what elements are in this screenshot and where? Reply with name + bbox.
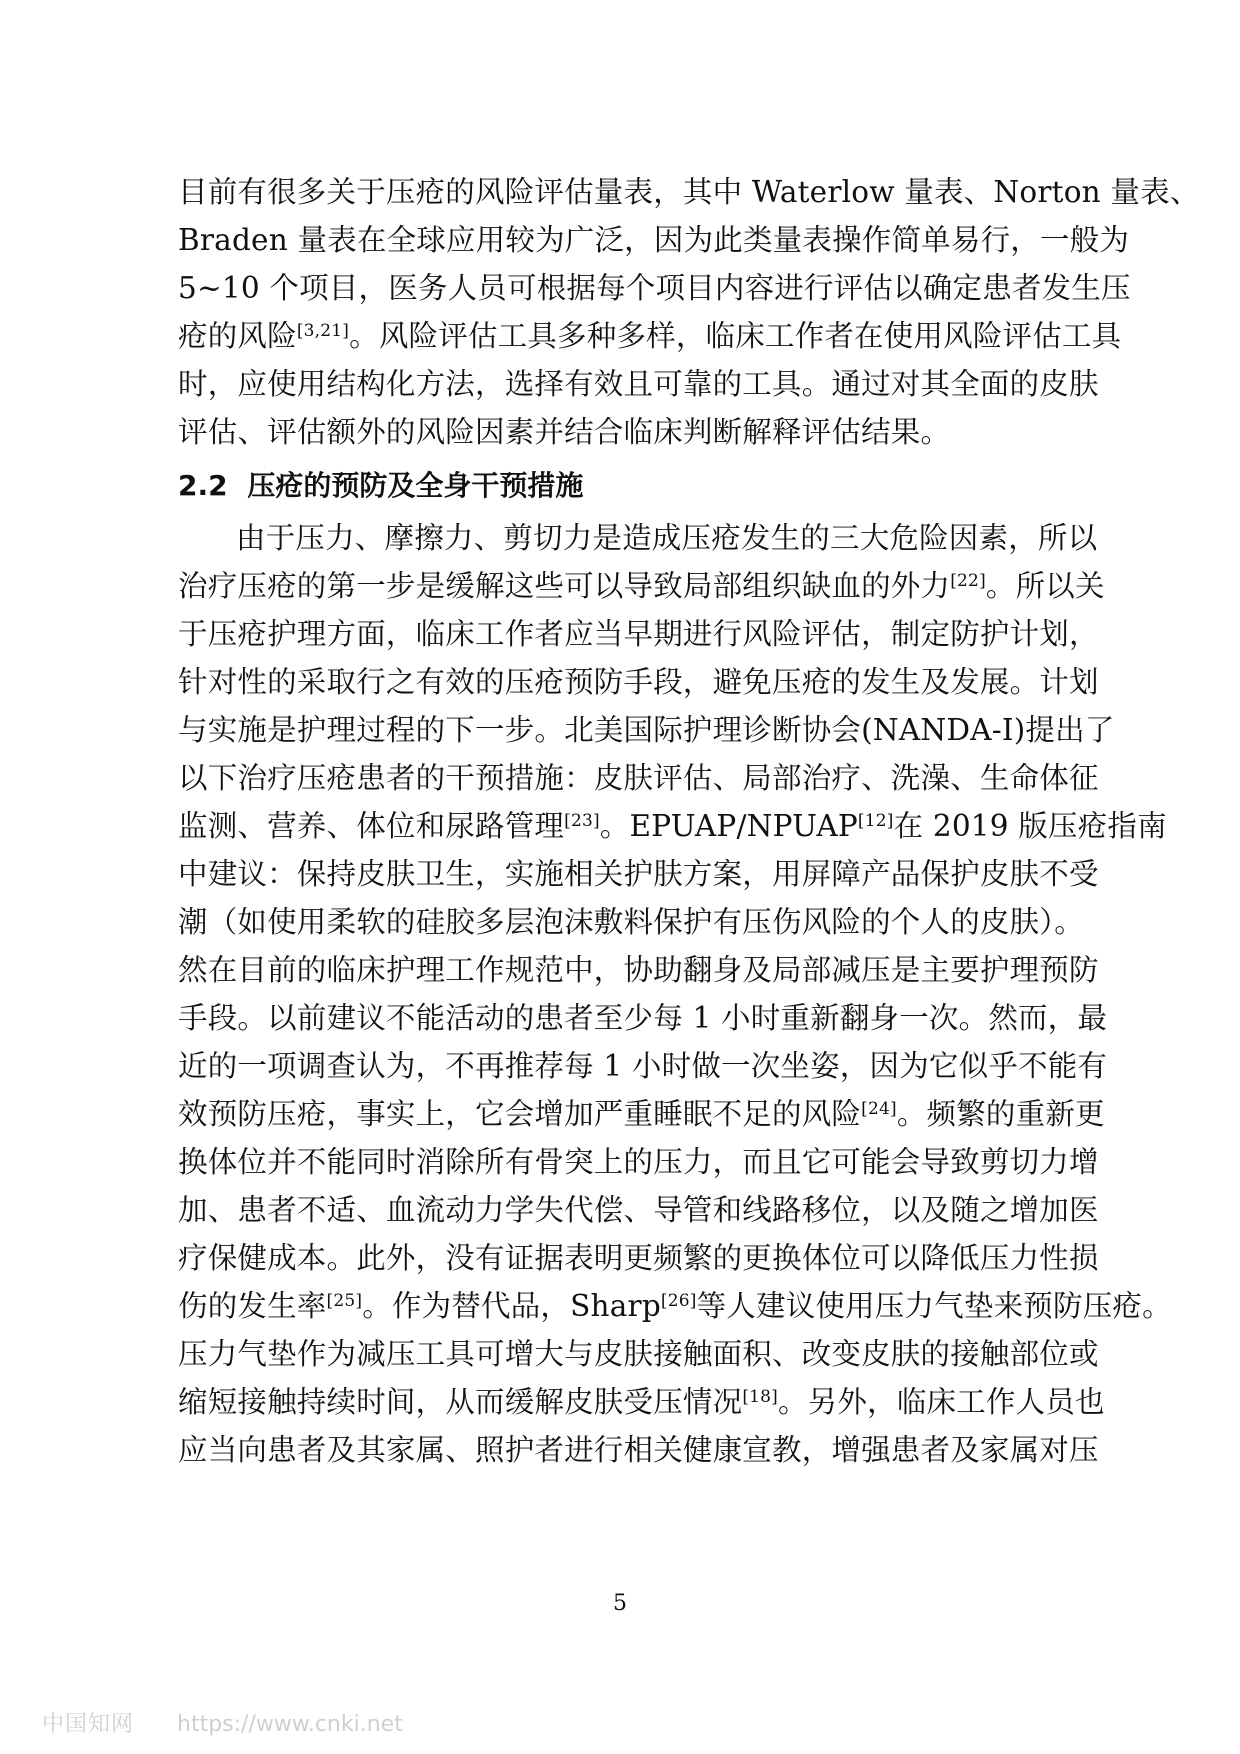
paragraph-2-line-20: 应当向患者及其家属、照护者进行相关健康宣教，增强患者及家属对压 [178, 1433, 1099, 1467]
text-fragment: 监测、营养、体位和尿路管理 [178, 809, 565, 843]
paragraph-1-line-3: 5~10 个项目，医务人员可根据每个项目内容进行评估以确定患者发生压 [178, 271, 1131, 305]
watermark-url[interactable]: https://www.cnki.net [177, 1712, 403, 1737]
text-fragment: 治疗压疮的第一步是缓解这些可以导致局部组织缺血的外力 [178, 569, 951, 603]
paragraph-2-line-16: 疗保健成本。此外，没有证据表明更频繁的更换体位可以降低压力性损 [178, 1241, 1099, 1275]
paragraph-2-line-12: 近的一项调查认为，不再推荐每 1 小时做一次坐姿，因为它似乎不能有 [178, 1049, 1108, 1083]
paragraph-1-line-4 [178, 316, 1122, 356]
citation-ref: [3,21] [296, 321, 350, 341]
page-number: 5 [613, 1591, 627, 1616]
citation-ref: [24] [861, 1099, 897, 1119]
text-fragment: 。风险评估工具多种多样，临床工作者在使用风险评估工具 [349, 319, 1122, 353]
section-title: 压疮的预防及全身干预措施 [247, 469, 584, 502]
paragraph-2-line-17 [178, 1286, 1172, 1326]
paragraph-2-line-18: 压力气垫作为减压工具可增大与皮肤接触面积、改变皮肤的接触部位或 [178, 1337, 1099, 1371]
paragraph-2-line-10: 然在目前的临床护理工作规范中，协助翻身及局部减压是主要护理预防 [178, 953, 1099, 987]
paragraph-2-line-3: 于压疮护理方面，临床工作者应当早期进行风险评估，制定防护计划， [178, 617, 1099, 651]
paragraph-2-line-1: 由于压力、摩擦力、剪切力是造成压疮发生的三大危险因素，所以 [236, 521, 1098, 555]
citation-ref: [22] [950, 571, 986, 591]
citation-ref: [26] [660, 1291, 697, 1311]
text-fragment: 。频繁的重新更 [896, 1097, 1105, 1131]
citation-ref: [18] [742, 1387, 779, 1407]
paragraph-2-line-15: 加、患者不适、血流动力学失代偿、导管和线路移位，以及随之增加医 [178, 1193, 1099, 1227]
citation-ref: [25] [326, 1291, 363, 1311]
paragraph-2-line-13 [178, 1094, 1105, 1134]
paragraph-2-line-5: 与实施是护理过程的下一步。北美国际护理诊断协会(NANDA-I)提出了 [178, 713, 1115, 747]
text-fragment: 缩短接触持续时间，从而缓解皮肤受压情况 [178, 1385, 743, 1419]
citation-ref: [23] [564, 811, 600, 831]
text-fragment: 在 2019 版压疮指南 [893, 809, 1167, 843]
paragraph-1-line-1: 目前有很多关于压疮的风险评估量表，其中 Waterlow 量表、Norton 量表、 [178, 175, 1200, 209]
cnki-watermark [42, 1707, 403, 1738]
text-fragment: 。作为替代品，Sharp [362, 1289, 661, 1323]
text-fragment: 。EPUAP/NPUAP [599, 809, 858, 843]
text-fragment: 等人建议使用压力气垫来预防压疮。 [696, 1289, 1172, 1323]
paragraph-2-line-4: 针对性的采取行之有效的压疮预防手段，避免压疮的发生及发展。计划 [178, 665, 1099, 699]
paragraph-1-line-6: 评估、评估额外的风险因素并结合临床判断解释评估结果。 [178, 415, 951, 449]
paragraph-1-line-2: Braden 量表在全球应用较为广泛，因为此类量表操作简单易行，一般为 [178, 223, 1130, 257]
paragraph-2-line-6: 以下治疗压疮患者的干预措施：皮肤评估、局部治疗、洗澡、生命体征 [178, 761, 1099, 795]
paragraph-2-line-14: 换体位并不能同时消除所有骨突上的压力，而且它可能会导致剪切力增 [178, 1145, 1099, 1179]
text-fragment: 效预防压疮，事实上，它会增加严重睡眠不足的风险 [178, 1097, 862, 1131]
text-fragment: 疮的风险 [178, 319, 297, 353]
section-number: 2.2 [178, 469, 228, 502]
section-heading [178, 466, 583, 506]
watermark-logo: 中国知网 [42, 1712, 135, 1737]
paragraph-2-line-7 [178, 806, 1167, 846]
paragraph-2-line-8: 中建议：保持皮肤卫生，实施相关护肤方案，用屏障产品保护皮肤不受 [178, 857, 1099, 891]
citation-ref: [12] [857, 811, 894, 831]
text-fragment: 。所以关 [985, 569, 1105, 603]
paragraph-2-line-19 [178, 1382, 1105, 1422]
paragraph-2-line-9: 潮（如使用柔软的硅胶多层泡沫敷料保护有压伤风险的个人的皮肤）。 [178, 905, 1084, 939]
text-fragment: 。另外，临床工作人员也 [778, 1385, 1105, 1419]
paragraph-2-line-2 [178, 566, 1105, 606]
paragraph-2-line-11: 手段。以前建议不能活动的患者至少每 1 小时重新翻身一次。然而，最 [178, 1001, 1108, 1035]
paragraph-1-line-5: 时，应使用结构化方法，选择有效且可靠的工具。通过对其全面的皮肤 [178, 367, 1099, 401]
text-fragment: 伤的发生率 [178, 1289, 327, 1323]
